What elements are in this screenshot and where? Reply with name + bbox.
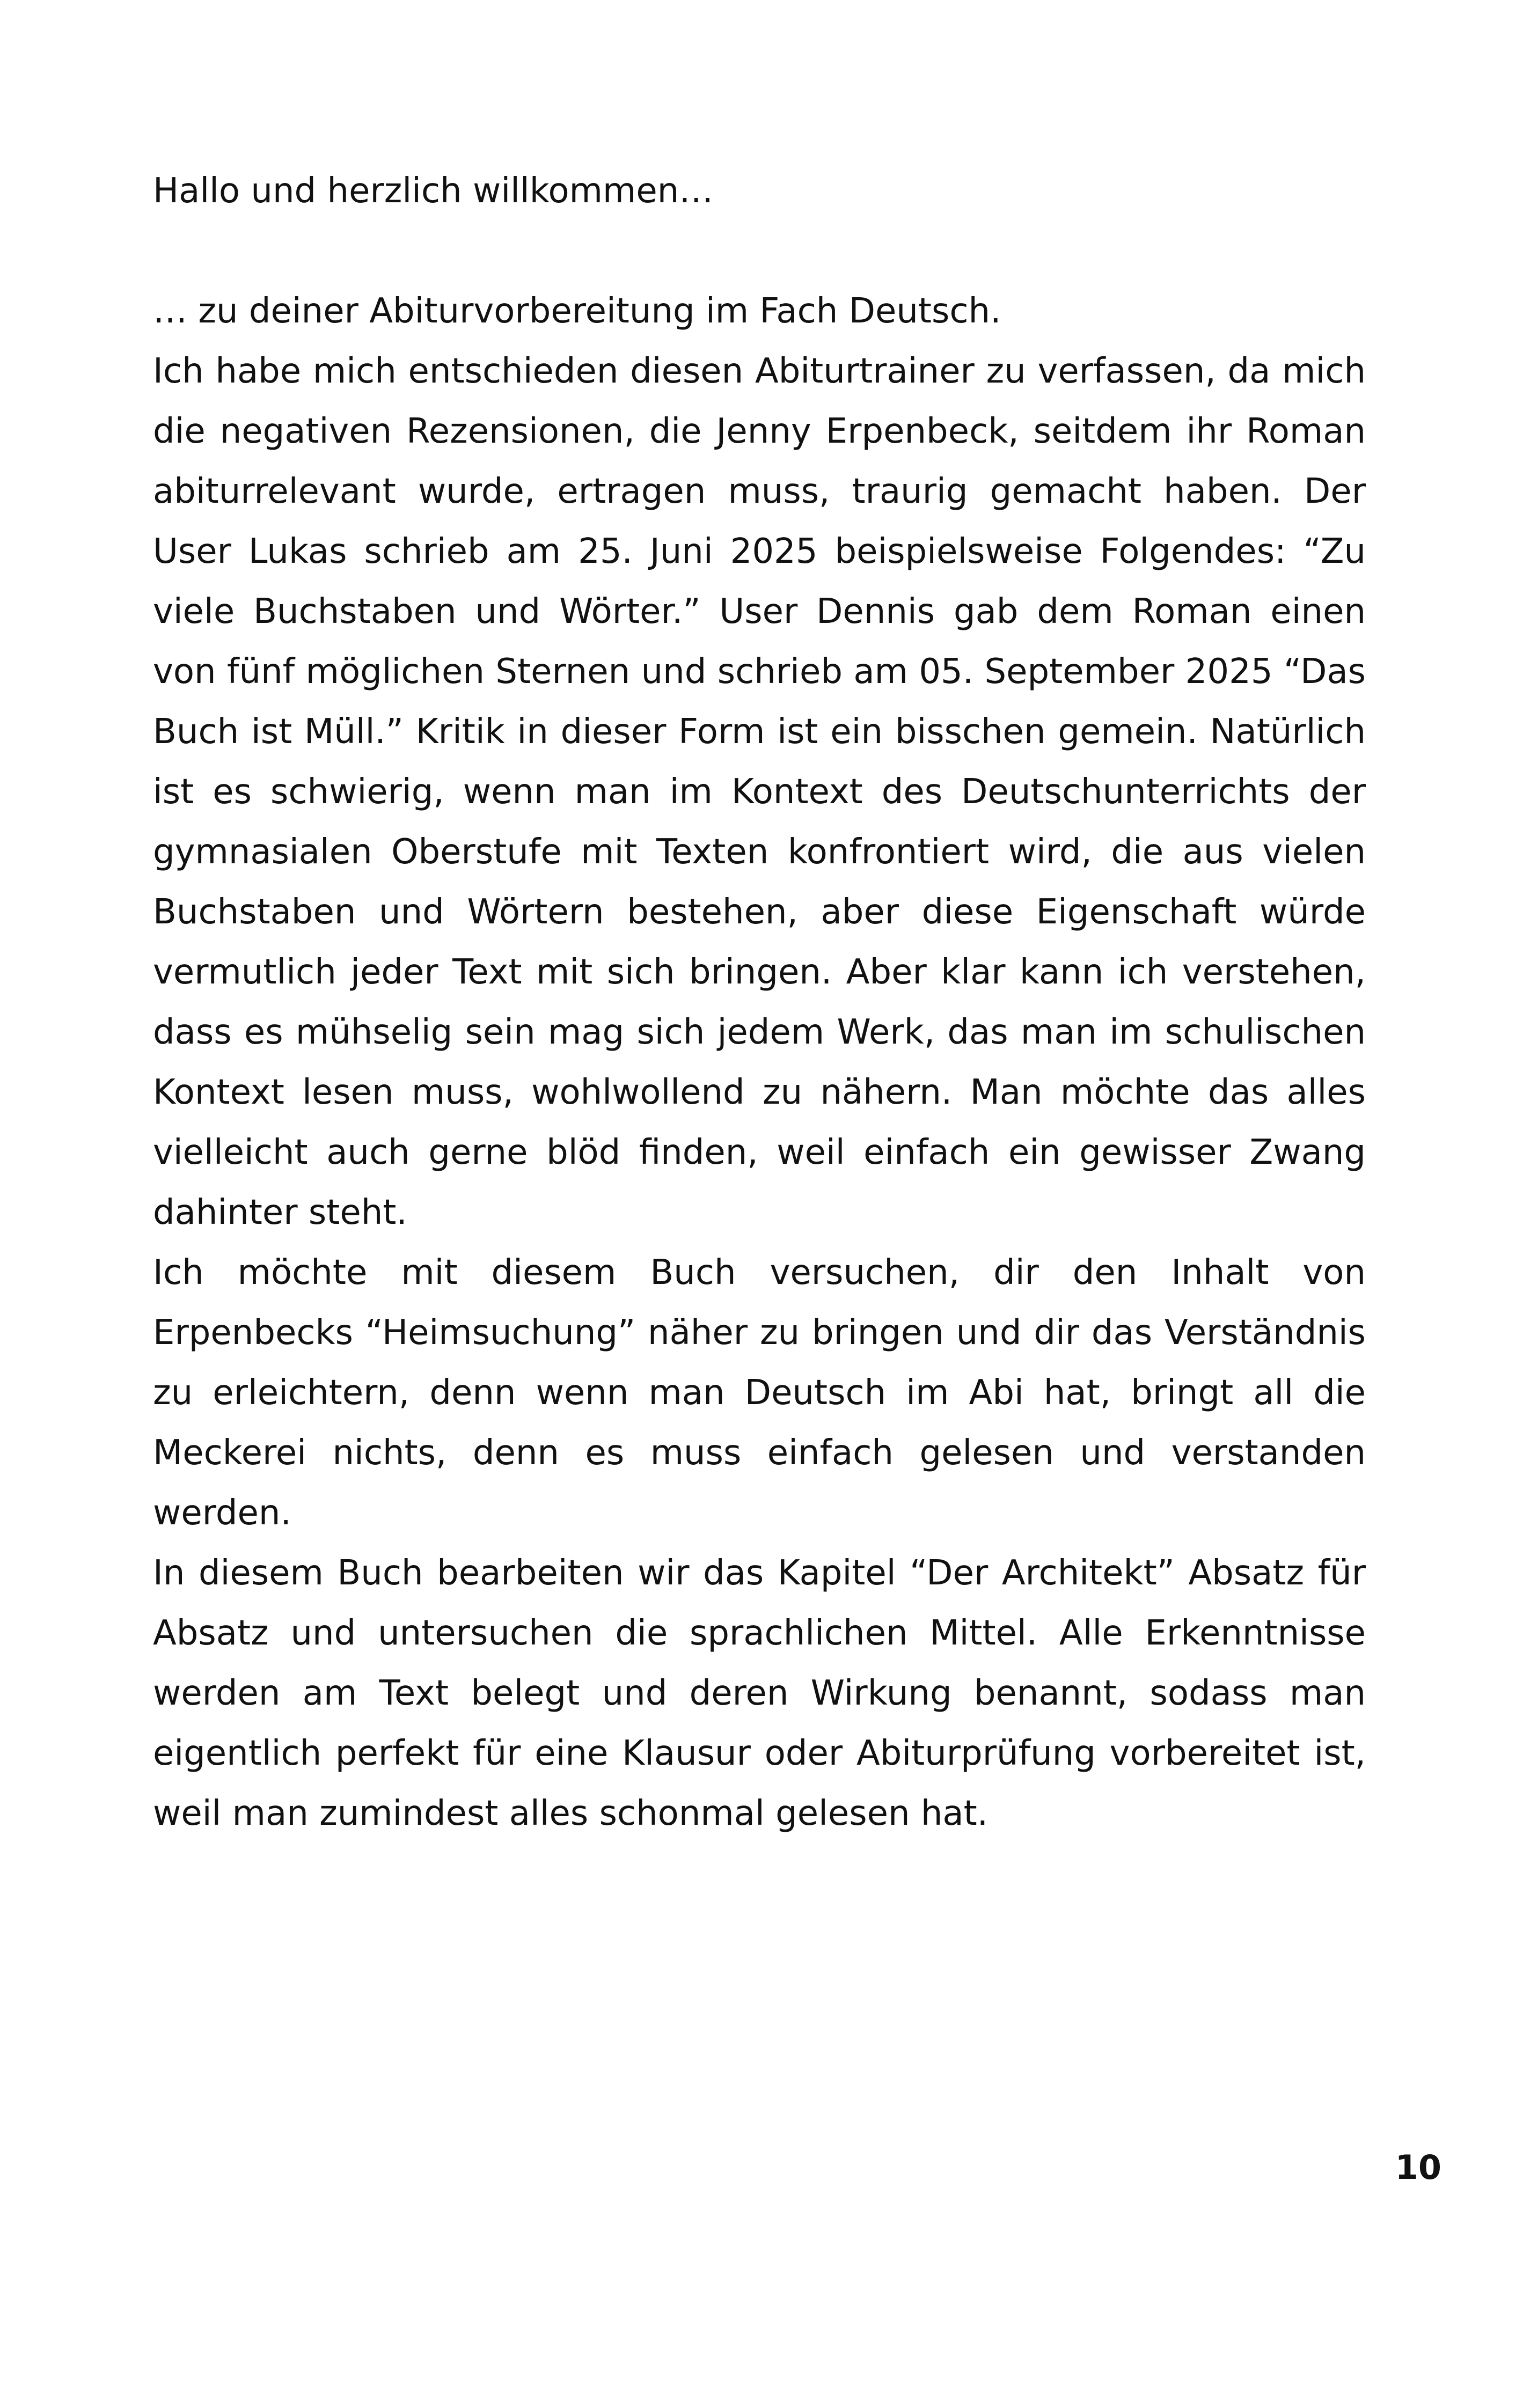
paragraph-method: In diesem Buch bearbeiten wir das Kapitel “Der Architekt” Absatz für Absatz und untersuchen die sprachlichen Mittel. Alle Erkenntnisse werden am Text belegt und deren Wirkung benannt, sodass man eigentlich perfekt für eine Klausur oder Abiturprüfung vorbereitet ist, weil man zumindest alles schonmal gelesen hat. (153, 1553, 1366, 1833)
blank-line (153, 221, 1366, 281)
greeting-line: Hallo und herzlich willkommen… (153, 171, 714, 211)
page-body (153, 161, 1366, 1844)
paragraph-motivation: Ich habe mich entschieden diesen Abiturtrainer zu verfassen, da mich die negativen Rezensionen, die Jenny Erpenbeck, seitdem ihr Roman abiturrelevant wurde, ertragen muss, traurig gemacht haben. Der User Lukas schrieb am 25. Juni 2025 beispielsweise Folgendes: “Zu viele Buchstaben und Wörter.” User Dennis gab dem Roman einen von fünf möglichen Sternen und schrieb am 05. September 2025 “Das Buch ist Müll.” Kritik in dieser Form ist ein bisschen gemein. Natürlich ist es schwierig, wenn man im Kontext des Deutschunterrichts der gymnasialen Oberstufe mit Texten konfrontiert wird, die aus vielen Buchstaben und Wörtern bestehen, aber diese Eigenschaft würde vermutlich jeder Text mit sich bringen. Aber klar kann ich verstehen, dass es mühselig sein mag sich jedem Werk, das man im schulischen Kontext lesen muss, wohlwollend zu nähern. Man möchte das alles vielleicht auch gerne blöd finden, weil einfach ein gewisser Zwang dahinter steht. (153, 351, 1366, 1232)
page-number: 10 (1395, 2148, 1441, 2187)
paragraph-goal: Ich möchte mit diesem Buch versuchen, dir den Inhalt von Erpenbecks “Heimsuchung” näher zu bringen und dir das Verständnis zu erleichtern, denn wenn man Deutsch im Abi hat, bringt all die Meckerei nichts, denn es muss einfach gelesen und verstanden werden. (153, 1253, 1366, 1533)
paragraph-intro: … zu deiner Abiturvorbereitung im Fach Deutsch. (153, 291, 1001, 331)
